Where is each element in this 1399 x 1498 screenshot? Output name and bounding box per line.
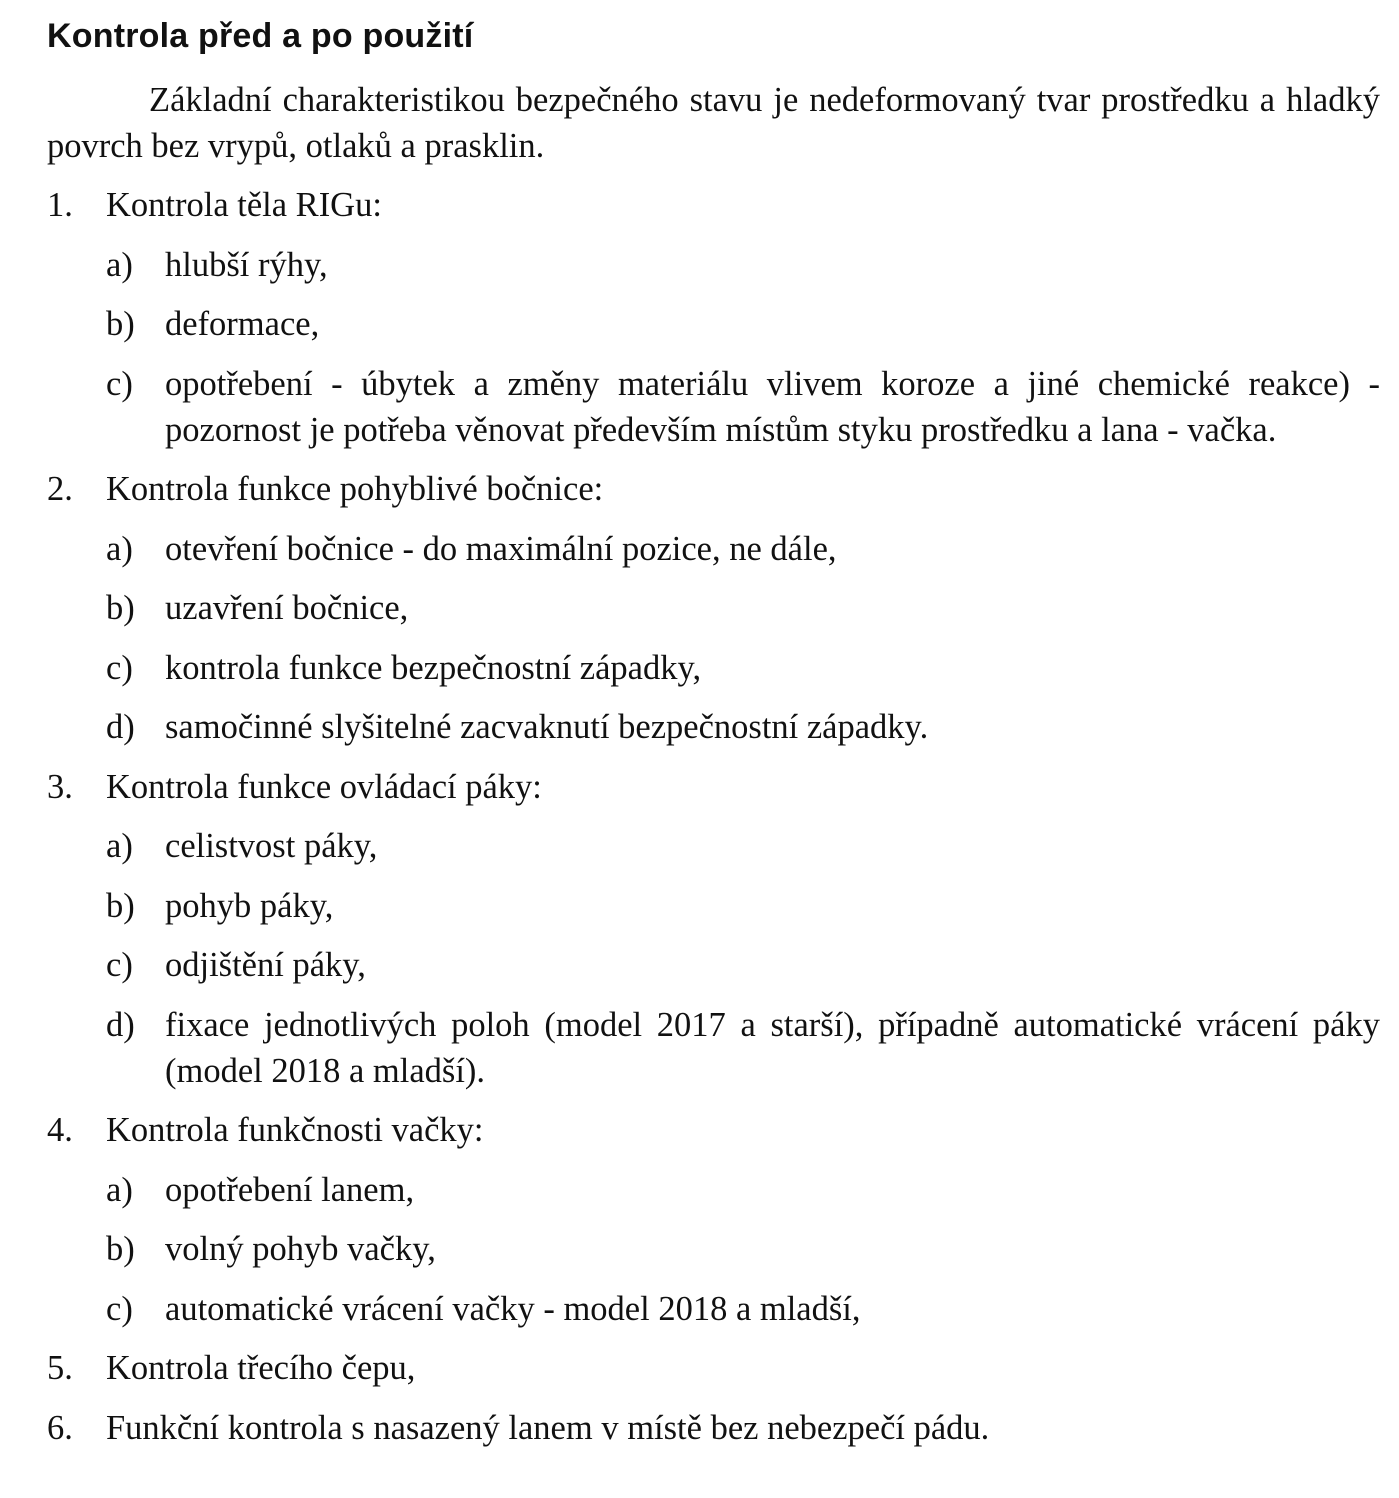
- sub-checklist: [106, 526, 1380, 751]
- sub-item-text: deformace,: [165, 305, 320, 343]
- sub-checklist-item: [106, 526, 1380, 572]
- sub-item-letter: a): [106, 529, 133, 568]
- sub-item-letter: c): [106, 1289, 133, 1328]
- sub-item-text: samočinné slyšitelné zacvaknutí bezpečnostní západky.: [165, 708, 929, 746]
- sub-item-letter: b): [106, 1230, 135, 1268]
- sub-checklist: [106, 1167, 1380, 1332]
- sub-item-letter: b): [106, 589, 135, 627]
- sub-checklist-item: [106, 883, 1380, 929]
- sub-item-text: volný pohyb vačky,: [165, 1230, 436, 1268]
- sub-checklist-item: [106, 1226, 1380, 1272]
- checklist: [47, 182, 1380, 1451]
- sub-checklist-item: [106, 585, 1380, 631]
- sub-item-text: fixace jednotlivých poloh (model 2017 a starší), případně automatické vrácení páky (model 2018 a mladší).: [165, 1005, 1380, 1090]
- sub-item-text: opotřebení - úbytek a změny materiálu vlivem koroze a jiné chemické reakce) - pozornost je potřeba věnovat především místům styku prostředku a lana - vačka.: [165, 364, 1380, 449]
- item-number: 5.: [47, 1349, 73, 1387]
- sub-item-text: celistvost páky,: [165, 827, 378, 865]
- sub-item-text: odjištění páky,: [165, 946, 366, 984]
- sub-checklist-item: [106, 1167, 1380, 1213]
- sub-item-letter: a): [106, 245, 133, 284]
- item-number: 3.: [47, 767, 73, 806]
- sub-checklist-item: [106, 823, 1380, 869]
- item-number: 1.: [47, 186, 73, 224]
- item-number: 4.: [47, 1111, 73, 1149]
- sub-item-text: otevření bočnice - do maximální pozice, ne dále,: [165, 529, 837, 568]
- item-text: Kontrola třecího čepu,: [106, 1349, 416, 1387]
- item-text: Kontrola funkce pohyblivé bočnice:: [106, 470, 604, 508]
- item-text: Kontrola funkčnosti vačky:: [106, 1111, 484, 1149]
- sub-checklist-item: [106, 704, 1380, 750]
- checklist-item: [47, 1107, 1380, 1332]
- sub-item-letter: c): [106, 364, 133, 403]
- item-text: Kontrola funkce ovládací páky:: [106, 767, 542, 806]
- sub-checklist-item: [106, 645, 1380, 691]
- sub-item-text: automatické vrácení vačky - model 2018 a mladší,: [165, 1289, 861, 1328]
- sub-item-letter: a): [106, 1170, 133, 1209]
- checklist-item: [47, 1405, 1380, 1451]
- sub-checklist-item: [106, 1286, 1380, 1332]
- sub-checklist-item: [106, 242, 1380, 288]
- sub-item-letter: a): [106, 827, 133, 865]
- sub-checklist-item: [106, 1002, 1380, 1094]
- sub-item-text: uzavření bočnice,: [165, 589, 409, 627]
- sub-item-text: opotřebení lanem,: [165, 1170, 415, 1209]
- sub-item-text: pohyb páky,: [165, 886, 334, 925]
- sub-checklist-item: [106, 942, 1380, 988]
- intro-paragraph: Základní charakteristikou bezpečného stavu je nedeformovaný tvar prostředku a hladký povrch bez vrypů, otlaků a prasklin.: [47, 81, 1380, 165]
- sub-item-letter: d): [106, 708, 135, 746]
- checklist-item: [47, 764, 1380, 1094]
- sub-item-letter: d): [106, 1005, 135, 1044]
- item-text: Funkční kontrola s nasazený lanem v místě bez nebezpečí pádu.: [106, 1408, 990, 1447]
- sub-item-text: kontrola funkce bezpečnostní západky,: [165, 648, 702, 687]
- checklist-item: [47, 466, 1380, 750]
- sub-item-text: hlubší rýhy,: [165, 245, 328, 284]
- sub-checklist-item: [106, 301, 1380, 347]
- document-page: [47, 0, 1380, 1464]
- checklist-item: [47, 1345, 1380, 1391]
- item-text: Kontrola těla RIGu:: [106, 186, 382, 224]
- sub-item-letter: c): [106, 648, 133, 687]
- sub-checklist: [106, 823, 1380, 1094]
- item-number: 6.: [47, 1408, 73, 1447]
- sub-item-letter: c): [106, 946, 133, 984]
- sub-checklist: [106, 242, 1380, 453]
- document-heading: Kontrola před a po použití: [47, 17, 474, 55]
- checklist-item: [47, 182, 1380, 453]
- sub-checklist-item: [106, 361, 1380, 453]
- item-number: 2.: [47, 470, 73, 508]
- sub-item-letter: b): [106, 305, 135, 343]
- sub-item-letter: b): [106, 886, 135, 925]
